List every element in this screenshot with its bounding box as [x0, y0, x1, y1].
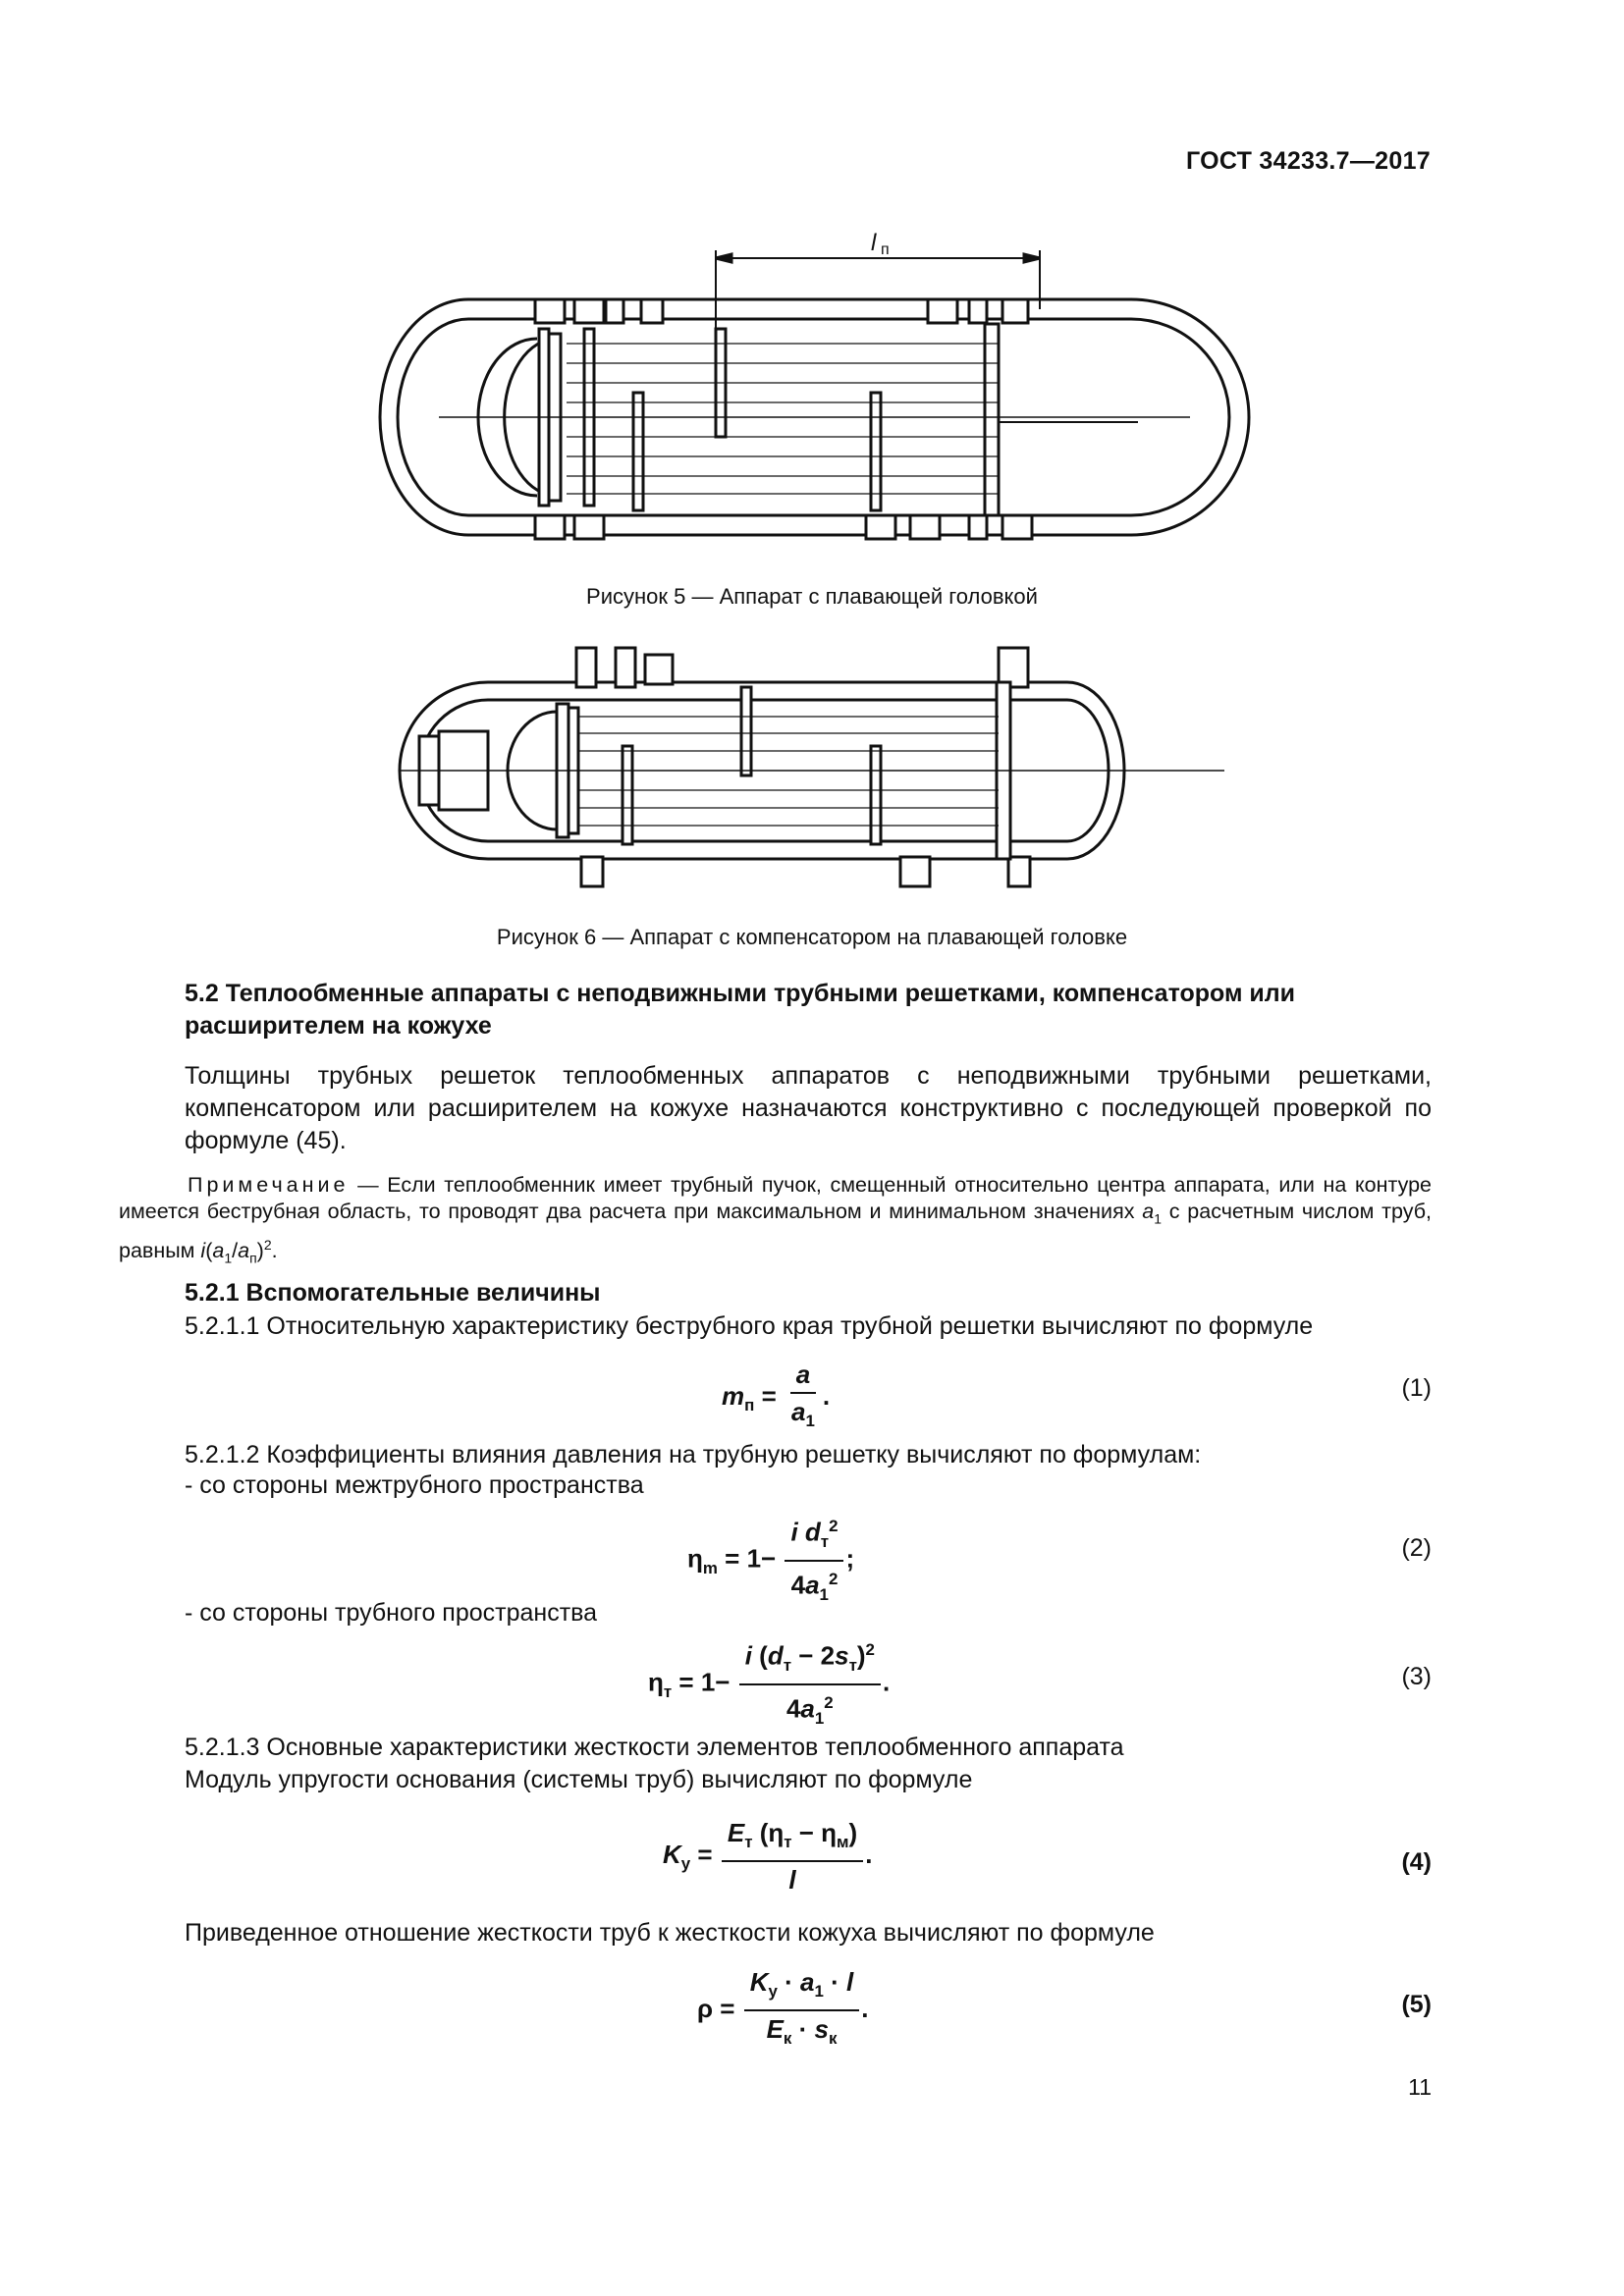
equation-number-3: (3) [1401, 1663, 1432, 1690]
note: Примечание — Если теплообменник имеет трубный пучок, смещенный относительно центра аппарата, или на контуре имеется беструбная область, то проводят два расчета при максимальном и минимальном значениях $a_1$ с расчетным числом труб, равным $i(a_1/a_п)^2$. [119, 1173, 1432, 1266]
section-5-2-1-title: 5.2.1 Вспомогательные величины [185, 1279, 601, 1307]
note-text-2: с расчетным числом труб, равным [119, 1200, 1432, 1263]
note-label: Примечание [188, 1173, 350, 1197]
section-5-2-title: 5.2 Теплообменные аппараты с неподвижными трубными решетками, компенсатором или расширителем на кожухе [185, 980, 1296, 1040]
dimension-label: l [871, 231, 877, 256]
formula-2: $\eta_m = 1-$ $\frac{i d_т^2}{4a_1^2}$ ; [687, 1512, 854, 1610]
document-code: ГОСТ 34233.7—2017 [1185, 147, 1431, 175]
note-text-1: — Если теплообменник имеет трубный пучок, смещенный относительно центра аппарата, или на контуре имеется беструбная область, то проводят два расчета при максимальном и минимальном значениях [119, 1173, 1432, 1223]
list-item-tube: - со стороны трубного пространства [185, 1599, 598, 1627]
formula-4: $K_у$ = $\frac{E_т (\eta_т - \eta_м)}{l}$ . [663, 1818, 873, 1896]
equation-number-4: (4) [1401, 1848, 1432, 1876]
list-item-intertube: - со стороны межтрубного пространства [185, 1471, 644, 1499]
formula-5: ρ = $\frac{K_у \cdot a_1 \cdot l}{E_к \cdot s_к}$ . [697, 1967, 869, 2049]
body-text: Толщины трубных решеток теплообменных аппаратов с неподвижными трубными решетками, компенсатором или расширителем на кожухе назначаются конструктивно с последующей проверкой по формуле (45). [185, 1062, 1432, 1154]
para-5-2-1-2: 5.2.1.2 Коэффициенты влияния давления на трубную решетку вычисляют по формулам: [185, 1441, 1202, 1468]
figure-5-drawing [0, 231, 1624, 564]
section-5-2-body [185, 1060, 1432, 1157]
para-base-modulus: Модуль упругости основания (системы труб) вычисляют по формуле [185, 1766, 973, 1793]
equation-number-1: (1) [1401, 1374, 1432, 1402]
formula-1: $m_п$ = $\frac{a}{a_1}$ . [722, 1360, 831, 1431]
figure-6-caption: Рисунок 6 — Аппарат с компенсатором на плавающей головке [496, 925, 1128, 949]
formula-3: $\eta_т = 1-$ $\frac{i (d_т - 2s_т)^2}{4a_1^2}$ . [648, 1635, 890, 1734]
para-stiffness-ratio: Приведенное отношение жесткости труб к жесткости кожуха вычисляют по формуле [185, 1919, 1155, 1947]
para-5-2-1-3: 5.2.1.3 Основные характеристики жесткости элементов теплообменного аппарата [185, 1734, 1124, 1761]
dimension-subscript: п [881, 241, 890, 258]
figure-6-drawing [0, 643, 1624, 908]
equation-number-5: (5) [1401, 1991, 1432, 2018]
equation-number-2: (2) [1401, 1534, 1432, 1562]
figure-5-caption: Рисунок 5 — Аппарат с плавающей головкой [586, 584, 1038, 609]
para-5-2-1-1: 5.2.1.1 Относительную характеристику беструбного края трубной решетки вычисляют по формуле [185, 1312, 1314, 1340]
page-number: 11 [1408, 2074, 1432, 2100]
